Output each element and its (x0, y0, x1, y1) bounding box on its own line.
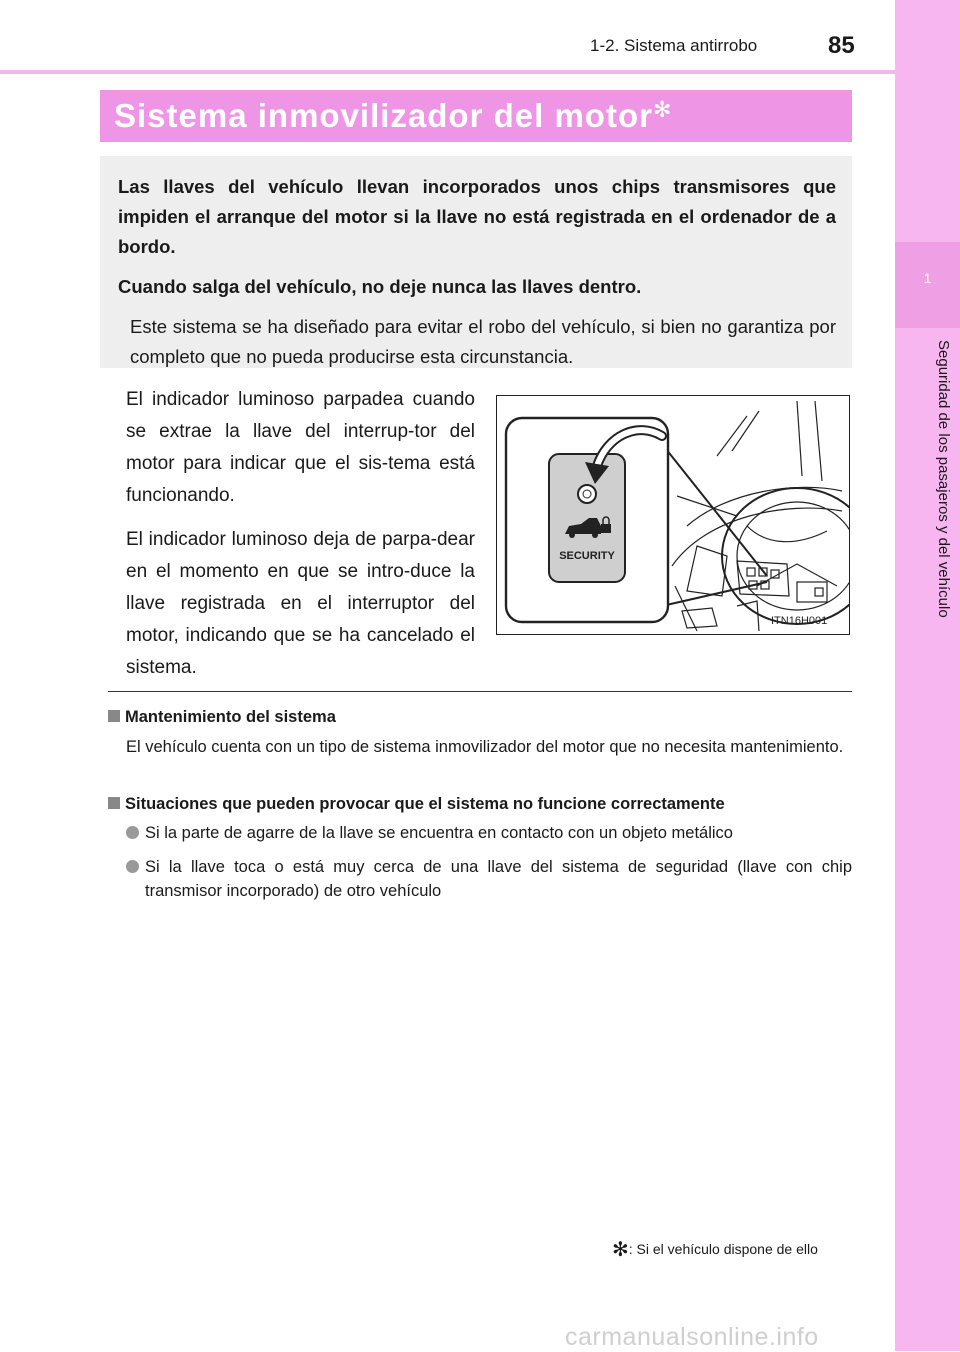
square-bullet-icon (108, 797, 120, 809)
title-star-icon: ✻ (652, 97, 673, 122)
dashboard-illustration (497, 396, 849, 634)
body-column (126, 384, 475, 696)
intro-paragraph-2: Cuando salga del vehículo, no deje nunca las llaves dentro. (118, 276, 642, 297)
list-item-text: Si la parte de agarre de la llave se encuentra en contacto con un objeto metálico (145, 824, 733, 842)
body-paragraph-1: El indicador luminoso parpadea cuando se extrae la llave del interrup-tor del motor para indicar que el sis-tema está funcionando. (126, 389, 475, 506)
page-title-bar (100, 90, 852, 142)
chapter-number: 1 (923, 270, 932, 286)
section-maintenance-text: El vehículo cuenta con un tipo de sistema inmovilizador del motor que no necesita mantenimiento. (126, 738, 844, 756)
section-heading-text: Mantenimiento del sistema (125, 708, 336, 726)
square-bullet-icon (108, 710, 120, 722)
list-item-text: Si la llave toca o está muy cerca de una llave del sistema de seguridad (llave con chip transmisor incorporado) de otro vehículo (145, 858, 852, 900)
section-heading-malfunction (108, 792, 725, 816)
intro-note: Este sistema se ha diseñado para evitar el robo del vehículo, si bien no garantiza por completo que no pueda producirse esta circunstancia. (130, 316, 836, 367)
intro-box (100, 156, 852, 368)
footnote-star-icon: ✻ (612, 1239, 629, 1261)
page-number: 85 (828, 32, 855, 59)
header-rule (0, 70, 895, 74)
section-heading-maintenance (108, 705, 336, 729)
header-section-title: 1-2. Sistema antirrobo (590, 36, 758, 55)
list-item (126, 855, 852, 903)
body-paragraph-2: El indicador luminoso deja de parpa-dear en el momento en que se intro-duce la llave registrada en el interruptor del motor, indicando que se ha cancelado el sistema. (126, 529, 475, 678)
side-tab-band (895, 0, 960, 1351)
page-title-text: Sistema inmovilizador del motor (114, 97, 653, 134)
footnote-text: : Si el vehículo dispone de ello (628, 1241, 818, 1257)
intro-paragraph-1: Las llaves del vehículo llevan incorporados unos chips transmisores que impiden el arranque del motor si la llave no está registrada en el ordenador de a bordo. (118, 176, 836, 257)
figure-code: ITN16H001 (771, 615, 828, 627)
list-item (126, 821, 852, 845)
circle-bullet-icon (126, 826, 139, 839)
watermark: carmanualsonline.info (565, 1323, 819, 1351)
chapter-title: Seguridad de los pasajeros y del vehículo (935, 340, 952, 618)
circle-bullet-icon (126, 860, 139, 873)
security-indicator-figure (496, 395, 850, 635)
section-heading-text: Situaciones que pueden provocar que el sistema no funcione correctamente (125, 795, 725, 813)
footnote (612, 1237, 818, 1262)
page-title (114, 97, 672, 135)
section-divider (108, 691, 852, 692)
security-switch-panel (549, 454, 625, 582)
security-label: SECURITY (559, 550, 615, 562)
